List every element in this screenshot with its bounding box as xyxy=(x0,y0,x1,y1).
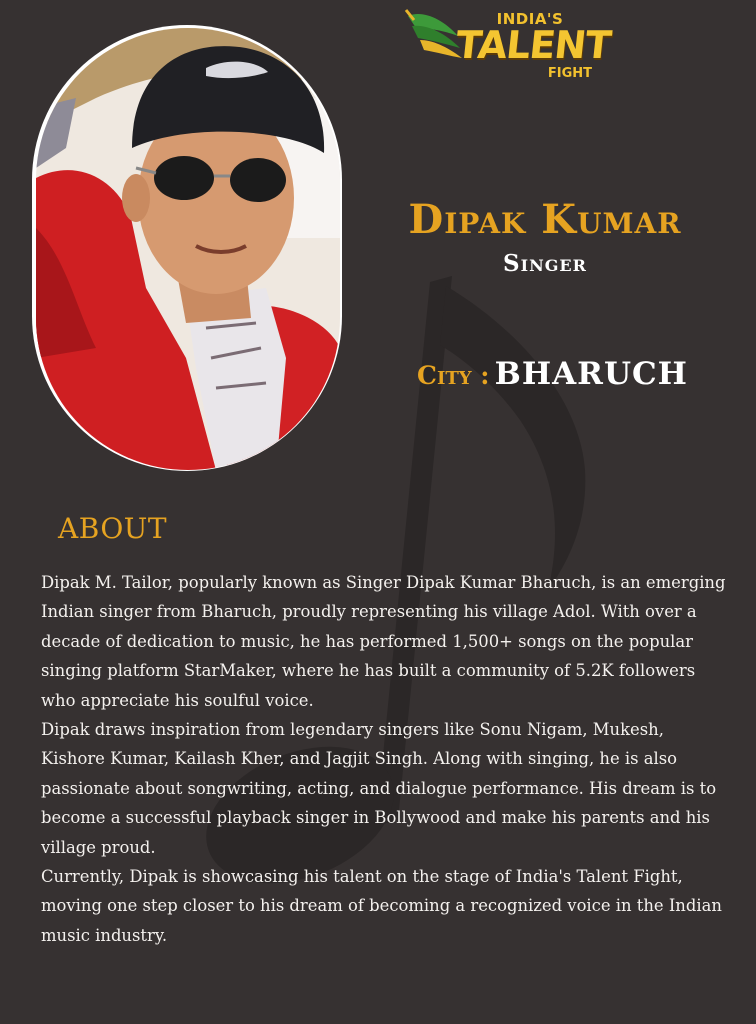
logo-sub-text: FIGHT xyxy=(547,66,592,81)
city-row xyxy=(360,356,745,392)
profile-name: Dipak Kumar xyxy=(408,196,682,243)
city-value: BHARUCH xyxy=(494,356,688,392)
logo-top-text: INDIA'S xyxy=(496,10,564,28)
city-label: City : xyxy=(417,361,490,390)
profile-role: Singer xyxy=(503,250,587,277)
logo-main-text: TALENT xyxy=(453,23,613,67)
portrait-photo xyxy=(36,28,340,470)
india-talent-fight-logo xyxy=(402,6,613,84)
about-paragraph: Dipak M. Tailor, popularly known as Singer Dipak Kumar Bharuch, is an emerging Indian singer from Bharuch, proudly representing his village Adol. With over a decade of dedication to music, he has performed 1,500+ songs on the popular singing platform StarMaker, where he has built a community of 5.2K followers who appreciate his soulful voice. xyxy=(41,573,726,710)
about-heading: ABOUT xyxy=(58,512,168,545)
about-body xyxy=(41,568,731,950)
about-paragraph: Currently, Dipak is showcasing his talent on the stage of India's Talent Fight, moving one step closer to his dream of becoming a recognized voice in the Indian music industry. xyxy=(41,867,722,945)
about-paragraph: Dipak draws inspiration from legendary singers like Sonu Nigam, Mukesh, Kishore Kumar, Kailash Kher, and Jagjit Singh. Along with singing, he is also passionate about songwriting, acting, and dialogue performance. His dream is to become a successful playback singer in Bollywood and make his parents and his village proud. xyxy=(41,720,717,857)
